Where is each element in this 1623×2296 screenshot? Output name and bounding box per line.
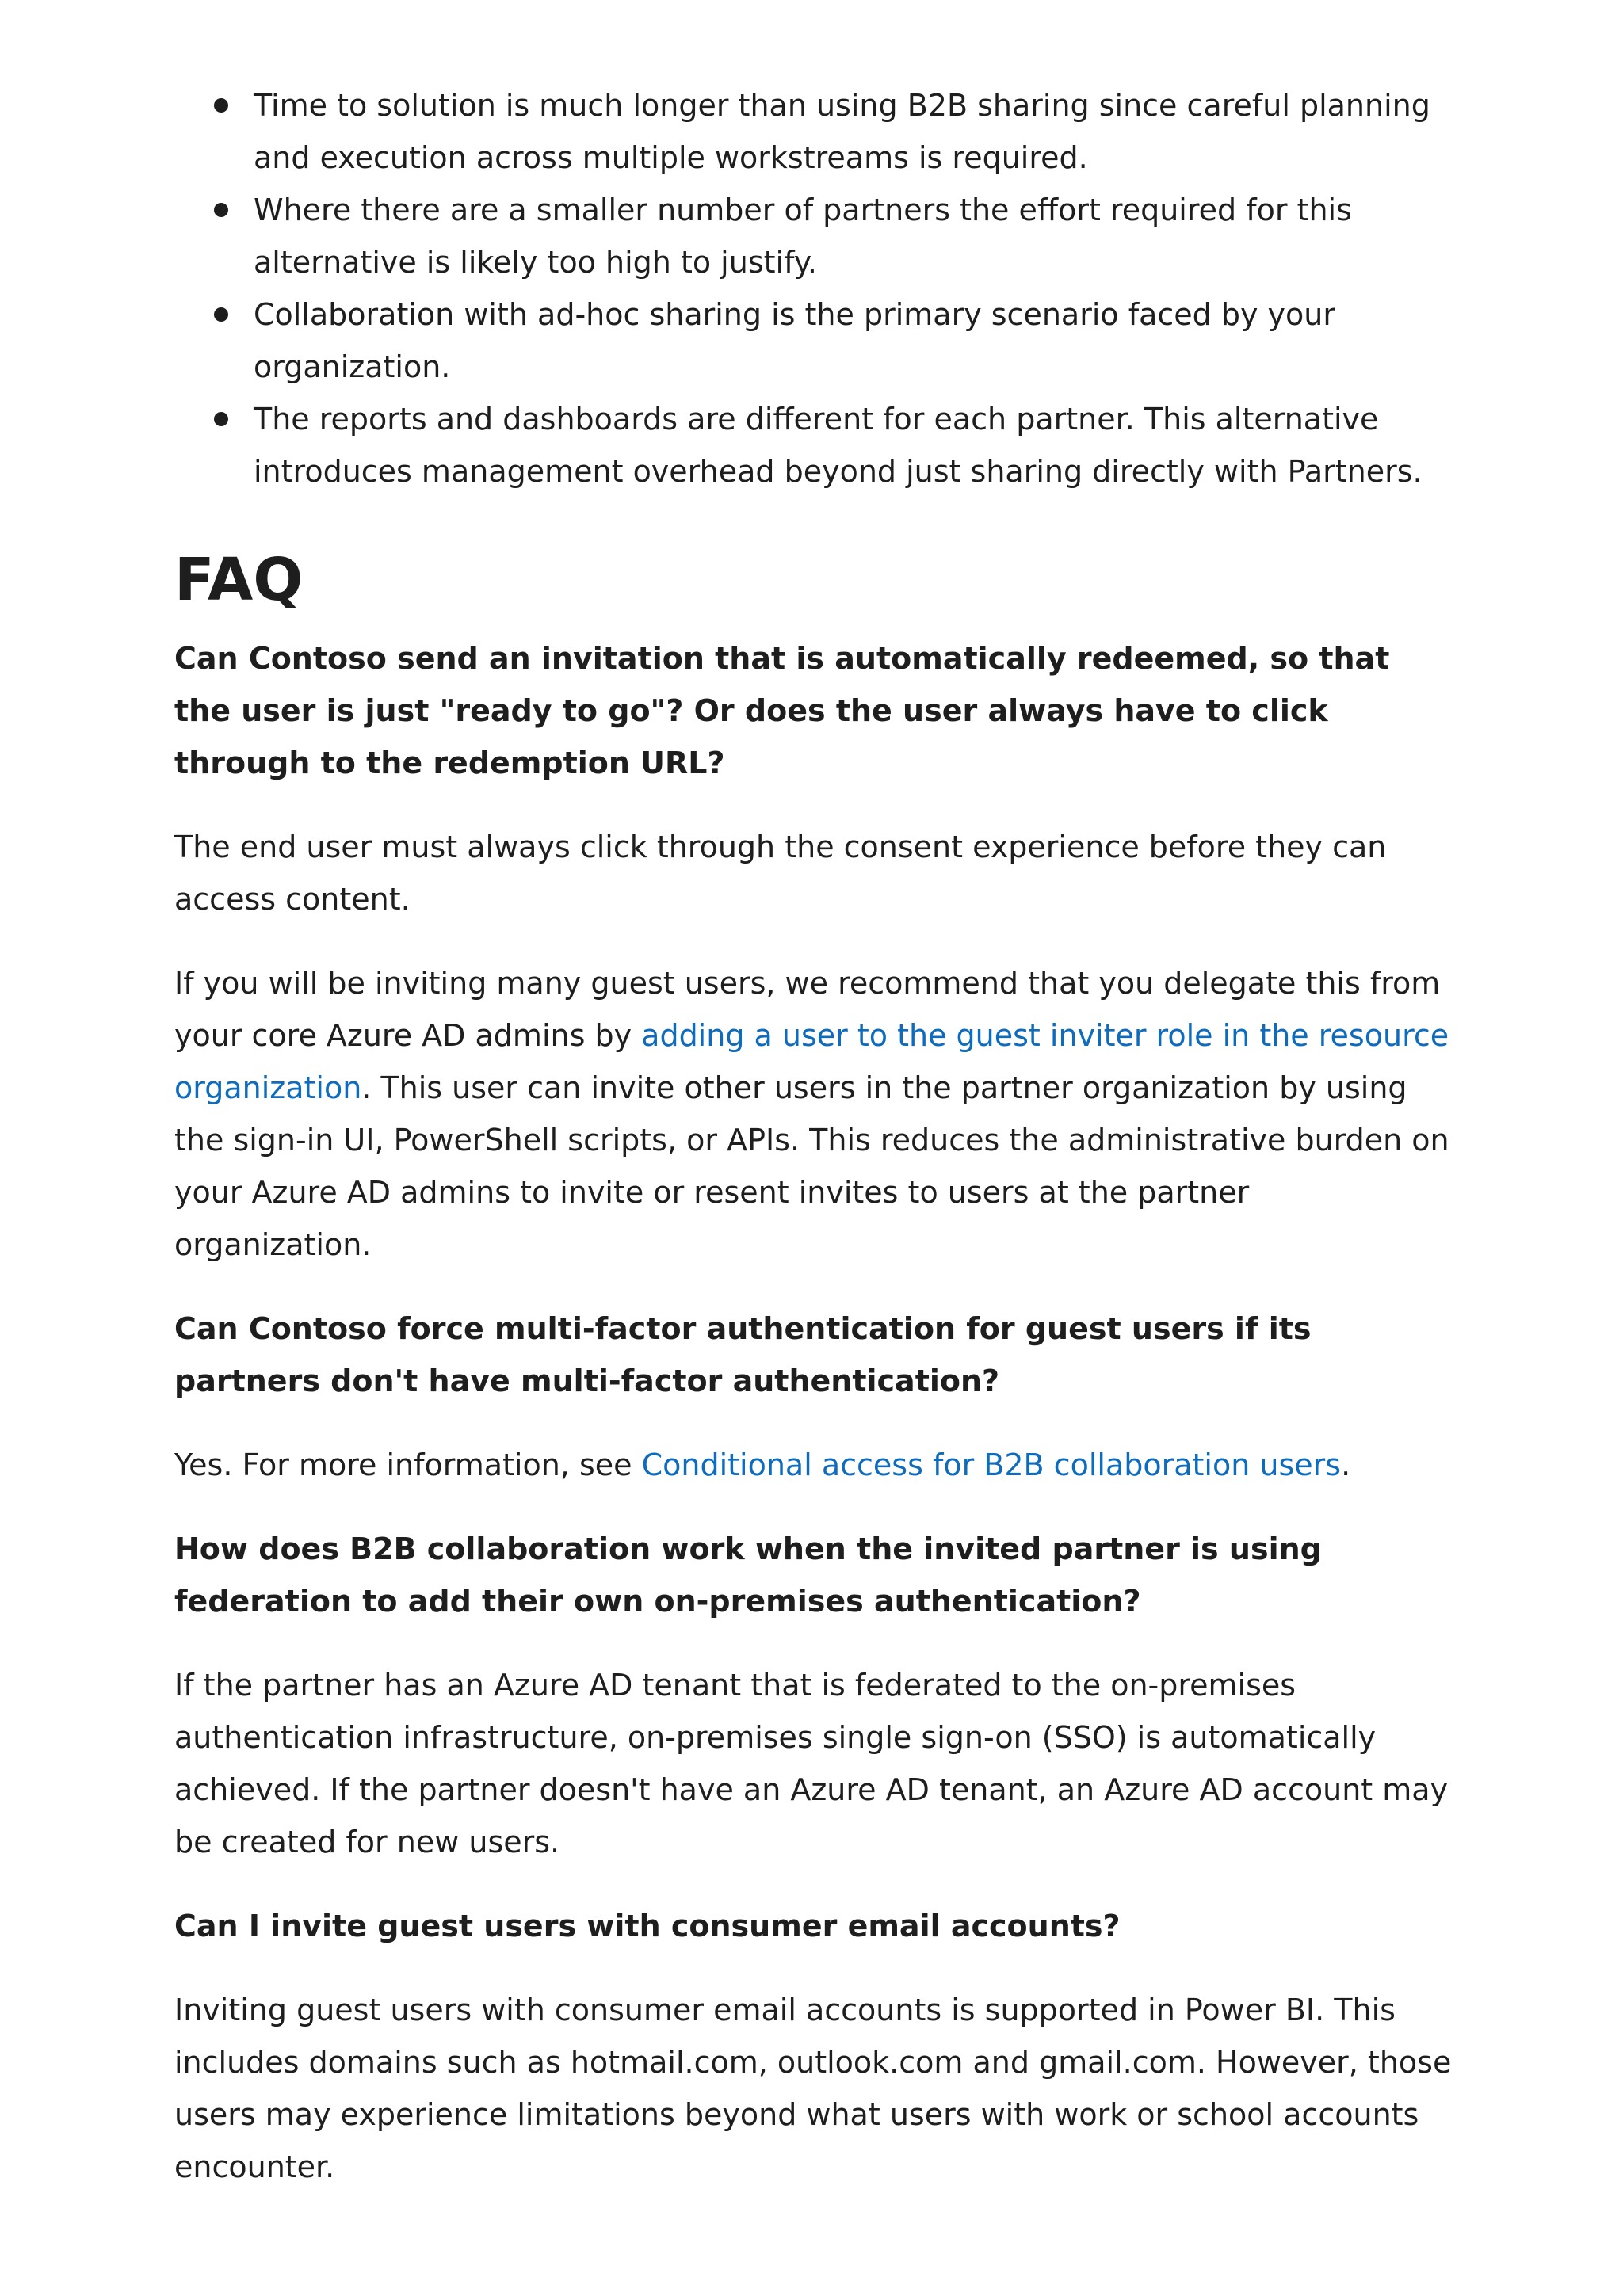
bullet-icon <box>214 307 228 322</box>
faq-answer-consent: The end user must always click through the consent experience before they can access content. <box>174 830 1387 917</box>
list-item <box>254 79 1453 184</box>
faq-answer-consumer-email: Inviting guest users with consumer email accounts is supported in Power BI. This includes domains such as hotmail.com, outlook.com and gmail.com. However, those users may experience limitations beyond what users with work or school accounts encounter. <box>174 1993 1452 2184</box>
answer-text: If you will be inviting many guest users, we recommend that you delegate this from your core Azure AD admins by <box>174 966 1441 1053</box>
bullet-icon <box>214 412 228 426</box>
list-item <box>254 288 1453 393</box>
bullet-icon <box>214 98 228 113</box>
conditional-access-link[interactable]: Conditional access for B2B collaboration users <box>641 1447 1342 1482</box>
list-item <box>254 393 1453 498</box>
faq-answer-federation: If the partner has an Azure AD tenant that is federated to the on-premises authentication infrastructure, on-premises single sign-on (SSO) is automatically achieved. If the partner doesn't have an Azure AD tenant, an Azure AD account may be created for new users. <box>174 1668 1449 1859</box>
faq-question-invitation: Can Contoso send an invitation that is automatically redeemed, so that the user is just "ready to go"? Or does the user always have to click through to the redemption URL? <box>174 641 1390 780</box>
faq-answer-delegate <box>174 957 1453 1271</box>
faq-heading: FAQ <box>174 546 304 614</box>
faq-question-federation: How does B2B collaboration work when the invited partner is using federation to add their own on-premises authentication? <box>174 1531 1322 1619</box>
list-item-text: Time to solution is much longer than using B2B sharing since careful planning and execution across multiple workstreams is required. <box>254 88 1430 175</box>
guest-inviter-role-link[interactable]: adding a user to the guest inviter role in the resource organization <box>174 1018 1449 1105</box>
faq-answer-mfa <box>174 1439 1453 1491</box>
list-item <box>254 184 1453 288</box>
list-item-text: Collaboration with ad-hoc sharing is the primary scenario faced by your organization. <box>254 297 1335 384</box>
list-item-text: Where there are a smaller number of partners the effort required for this alternative is likely too high to justify. <box>254 193 1352 280</box>
faq-question-mfa: Can Contoso force multi-factor authentication for guest users if its partners don't have multi-factor authentication? <box>174 1311 1312 1398</box>
faq-question-consumer-email: Can I invite guest users with consumer email accounts? <box>174 1909 1121 1943</box>
bullet-icon <box>214 203 228 217</box>
answer-text: . This user can invite other users in the partner organization by using the sign-in UI, PowerShell scripts, or APIs. This reduces the administrative burden on your Azure AD admins to invite or resent invites to users at the partner organization. <box>174 1070 1449 1262</box>
list-item-text: The reports and dashboards are different for each partner. This alternative introduces management overhead beyond just sharing directly with Partners. <box>254 402 1423 489</box>
bullet-list <box>174 79 1453 498</box>
answer-text: . <box>1341 1447 1351 1482</box>
answer-text: Yes. For more information, see <box>174 1447 642 1482</box>
